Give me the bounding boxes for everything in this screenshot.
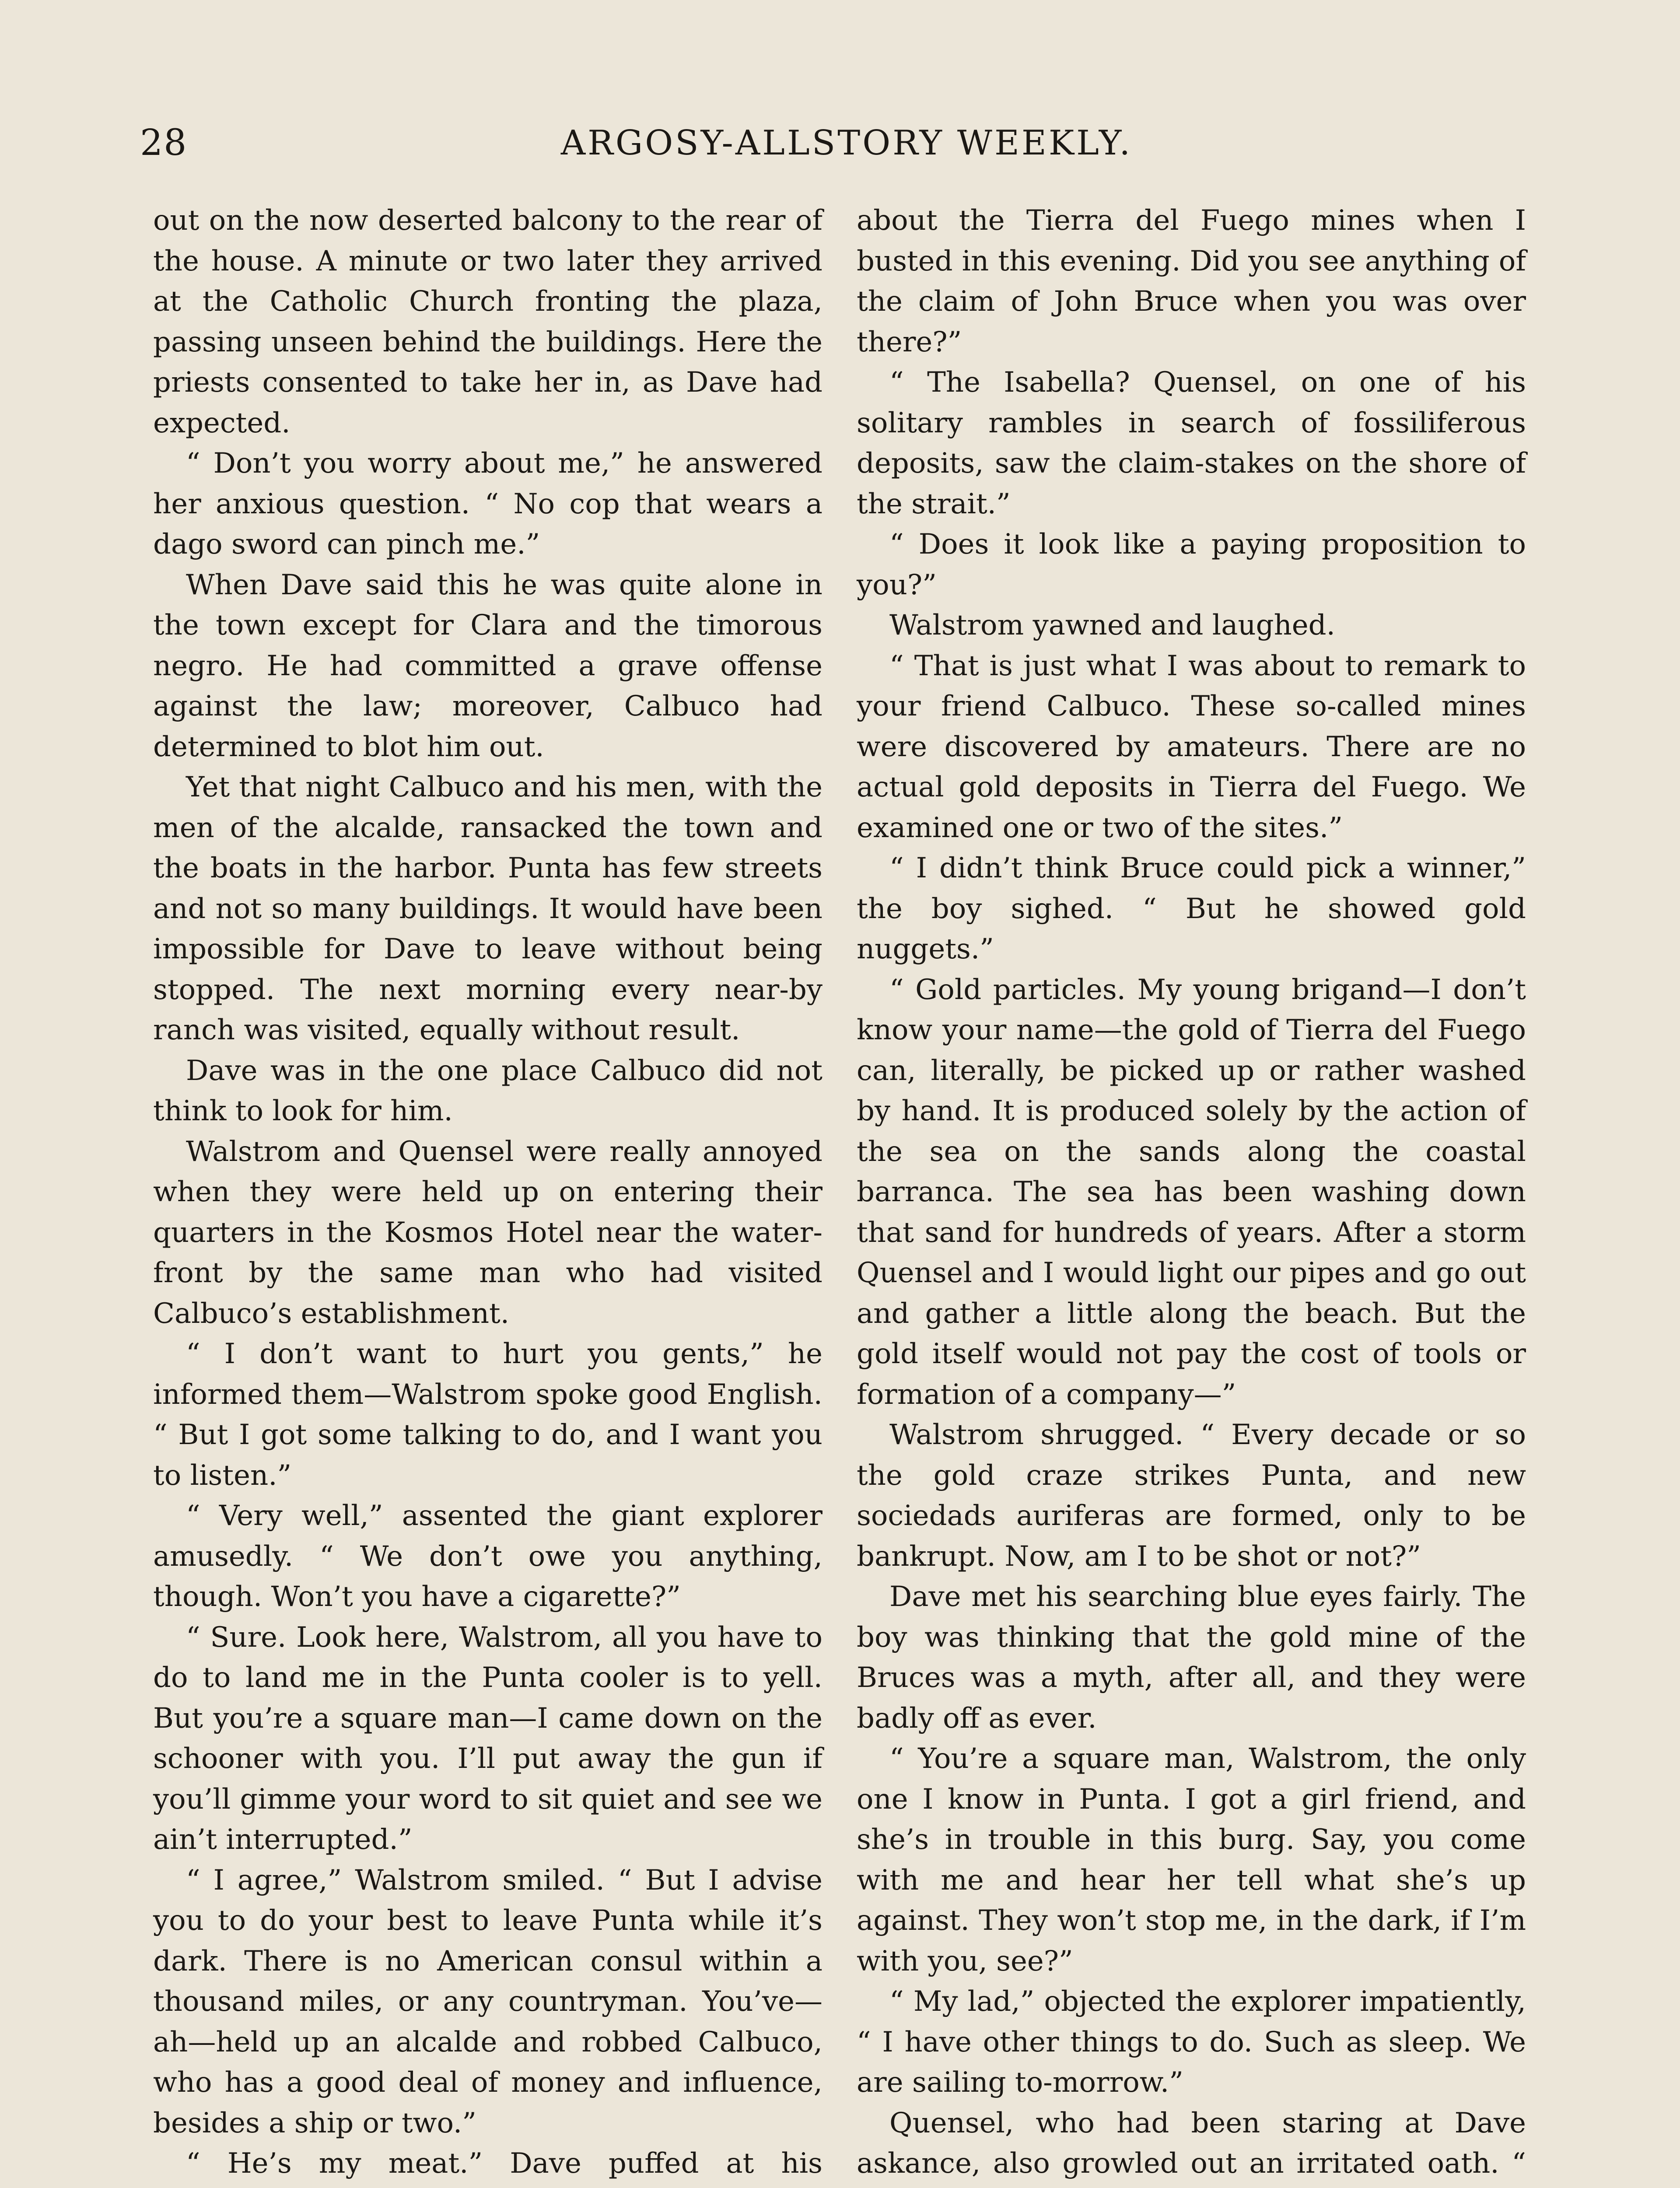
paragraph: “ That is just what I was about to remark to your friend Calbuco. These so-called mines were discovered by amateurs. There are no actual gold deposits in Tierra del Fuego. We examined one or two of the sites.” (857, 649, 1526, 844)
right-column (857, 200, 1526, 2188)
paragraph: “ I agree,” Walstrom smiled. “ But I advise you to do your best to leave Punta while it’s dark. There is no American consul within a thousand miles, or any countryman. You’ve—ah—held up an alcalde and robbed Calbuco, who has a good deal of money and influence, besides a ship or two.” (153, 1864, 822, 2139)
paragraph: “ I didn’t think Bruce could pick a winner,” the boy sighed. “ But he showed gold nuggets.” (857, 852, 1526, 965)
paragraph: “ I don’t want to hurt you gents,” he informed them—Walstrom spoke good English. “ But I got some talking to do, and I want you to listen.” (153, 1338, 822, 1492)
paragraph: “ Sure. Look here, Walstrom, all you have to do to land me in the Punta cooler is to yell. But you’re a square man—I came down on the schooner with you. I’ll put away the gun if you’ll gimme your word to sit quiet and see we ain’t interrupted.” (153, 1621, 822, 1856)
paragraph: Yet that night Calbuco and his men, with the men of the alcalde, ransacked the town and the boats in the harbor. Punta has few streets and not so many buildings. It would have been impossible for Dave to leave without being stopped. The next morning every near-by ranch was visited, equally without result. (153, 771, 822, 1046)
paragraph: Quensel, who had been staring at Dave askance, also growled out an irritated oath. “ (857, 2107, 1526, 2180)
paragraph: Walstrom shrugged. “ Every decade or so the gold craze strikes Punta, and new sociedads auriferas are formed, only to be bankrupt. Now, am I to be shot or not?” (857, 1419, 1526, 1573)
paragraph: “ Gold particles. My young brigand—I don’t know your name—the gold of Tierra del Fuego can, literally, be picked up or rather washed by hand. It is produced solely by the action of the sea on the sands along the coastal barranca. The sea has been washing down that sand for hundreds of years. After a storm Quensel and I would light our pipes and go out and gather a little along the beach. But the gold itself would not pay the cost of tools or formation of a company—” (857, 973, 1526, 1411)
paragraph: When Dave said this he was quite alone in the town except for Clara and the timorous negro. He had committed a grave offense against the law; moreover, Calbuco had determined to blot him out. (153, 568, 822, 763)
paragraph: about the Tierra del Fuego mines when I busted in this evening. Did you see anything of the claim of John Bruce when you was over there?” (857, 204, 1526, 358)
paragraph: Dave was in the one place Calbuco did not think to look for him. (153, 1054, 822, 1127)
paragraph: Dave met his searching blue eyes fairly. The boy was thinking that the gold mine of the Bruces was a myth, after all, and they were badly off as ever. (857, 1581, 1526, 1735)
paragraph: “ Does it look like a paying proposition to you?” (857, 528, 1526, 601)
left-column (153, 200, 822, 2188)
paragraph: “ The Isabella? Quensel, on one of his solitary rambles in search of fossiliferous deposits, saw the claim-stakes on the shore of the strait.” (857, 366, 1526, 520)
paragraph: “ Don’t you worry about me,” he answered her anxious question. “ No cop that wears a dago sword can pinch me.” (153, 447, 822, 561)
paragraph: Walstrom yawned and laughed. (889, 609, 1335, 642)
paragraph: out on the now deserted balcony to the rear of the house. A minute or two later they arrived at the Catholic Church fronting the plaza, passing unseen behind the buildings. Here the priests consented to take her in, as Dave had expected. (153, 204, 822, 439)
paragraph: “ Very well,” assented the giant explorer amusedly. “ We don’t owe you anything, though. Won’t you have a cigarette?” (153, 1500, 822, 1613)
paragraph: “ My lad,” objected the explorer impatiently, “ I have other things to do. Such as sleep. We are sailing to-morrow.” (857, 1985, 1526, 2099)
paragraph: Walstrom and Quensel were really annoyed when they were held up on entering their quarters in the Kosmos Hotel near the water-front by the same man who had visited Calbuco’s establishment. (153, 1135, 822, 1330)
running-head: ARGOSY-ALLSTORY WEEKLY. (560, 123, 1133, 163)
paragraph: “ He’s my meat.” Dave puffed at his (186, 2147, 822, 2180)
page-header (140, 119, 1553, 185)
paragraph: “ You’re a square man, Walstrom, the only one I know in Punta. I got a girl friend, and she’s in trouble in this burg. Say, you come with me and hear her tell what she’s up against. They won’t stop me, in the dark, if I’m with you, see?” (857, 1743, 1526, 1978)
page-number: 28 (140, 122, 188, 164)
